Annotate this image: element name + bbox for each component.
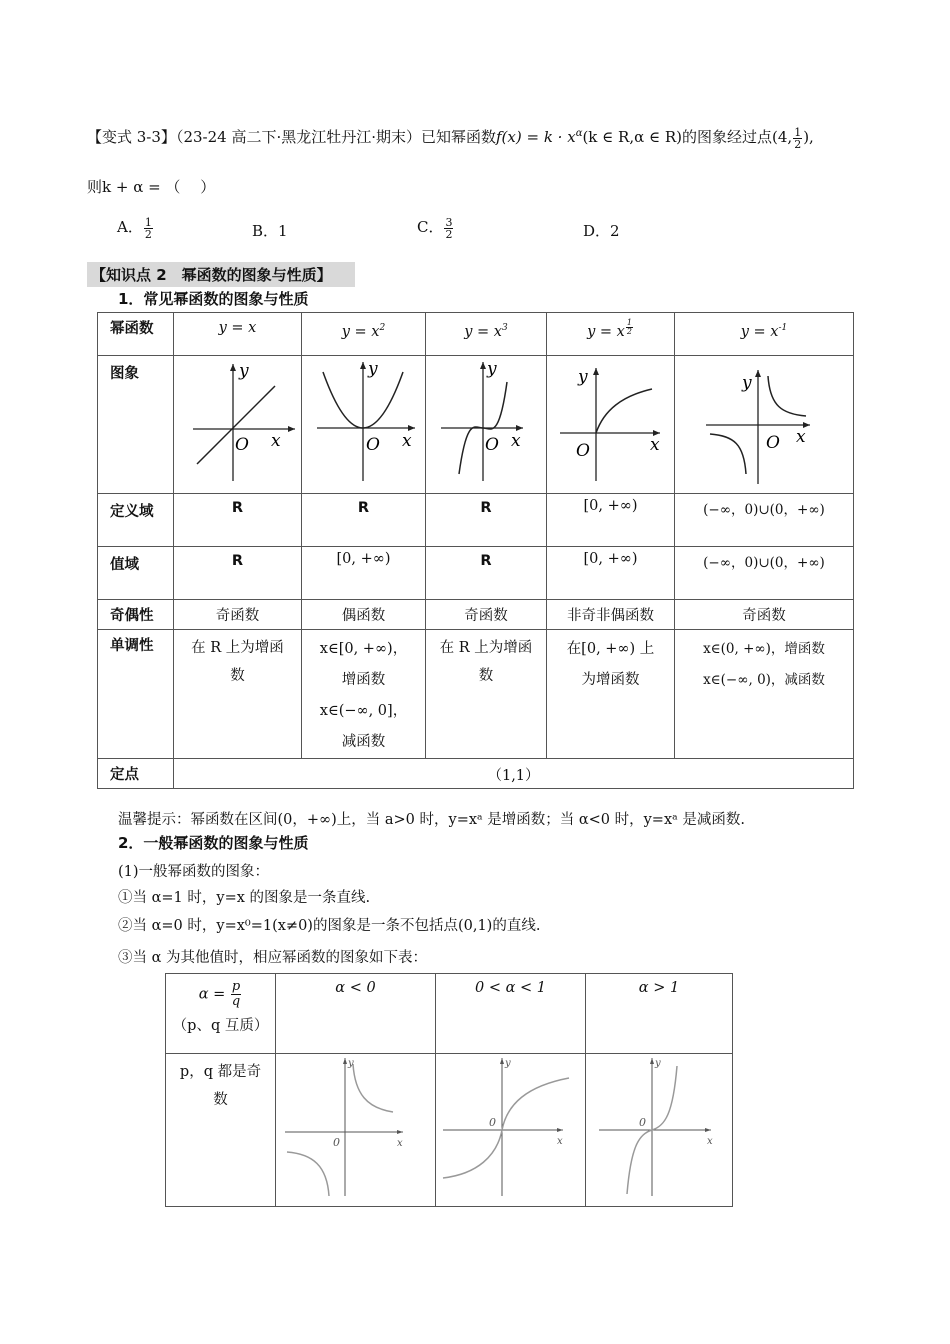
exercise-line-1 — [87, 126, 814, 150]
fixed-point: （1,1） — [174, 759, 854, 789]
subtitle-2: 2．一般幂函数的图象与性质 — [118, 834, 309, 852]
range-1: R — [174, 547, 302, 600]
func-1: y = x — [174, 313, 302, 356]
parity-4: 非奇非偶函数 — [547, 600, 675, 630]
exercise-fraction: $\frac{1}{2}$ — [794, 125, 802, 151]
graph-cell-4 — [547, 356, 675, 494]
svg-text:O: O — [765, 433, 780, 453]
svg-text:x: x — [795, 427, 806, 447]
row-header-fixed: 定点 — [98, 759, 174, 789]
graph-y-eq-x2 — [303, 356, 425, 489]
func-2: $y = x^2$ — [302, 313, 426, 356]
parity-3: 奇函数 — [426, 600, 547, 630]
func-5: $y = x^{-1}$ — [675, 313, 854, 356]
svg-text:y: y — [367, 359, 378, 379]
row-header-func: 幂函数 — [98, 313, 174, 356]
mono-2: x∈[0, +∞)， 增函数 x∈(−∞, 0]， 减函数 — [302, 630, 426, 759]
exercise-cond: (k ∈ R,α ∈ R)的图象经过点(4, — [582, 128, 793, 146]
svg-text:y: y — [238, 361, 249, 381]
knowledge-title: 【知识点 2 幂函数的图象与性质】 — [87, 262, 355, 287]
svg-text:y: y — [654, 1058, 661, 1069]
graph-y-eq-x-inv — [676, 356, 853, 489]
svg-text:0: 0 — [638, 1116, 646, 1129]
svg-text:y: y — [347, 1058, 354, 1069]
range-4: [0, +∞) — [547, 547, 675, 600]
exercise-tag: 【变式 3-3】 — [87, 128, 176, 146]
svg-text:x: x — [510, 431, 521, 451]
svg-text:y: y — [741, 373, 752, 393]
svg-text:x: x — [401, 431, 412, 451]
range-2: [0, +∞) — [302, 547, 426, 600]
graph-cell-2 — [302, 356, 426, 494]
para-4: ③当 α 为其他值时，相应幂函数的图象如下表： — [118, 950, 428, 966]
mono-3: 在 R 上为增函 数 — [426, 630, 547, 759]
exercise-source: （23-24 高二下·黑龙江牡丹江·期末）已知幂函数 — [175, 128, 496, 146]
graph-y-eq-x — [175, 356, 301, 489]
graph-alpha-neg — [277, 1054, 435, 1202]
t2-col-2: 0 < α < 1 — [436, 974, 586, 1054]
svg-text:y: y — [486, 359, 497, 379]
t2-header-alpha: α = $\frac{p}{q}$ （p、q 互质） — [166, 974, 276, 1054]
parity-2: 偶函数 — [302, 600, 426, 630]
domain-5: (−∞，0)∪(0，+∞) — [675, 494, 854, 547]
range-5: (−∞，0)∪(0，+∞) — [675, 547, 854, 600]
graph-cell-1 — [174, 356, 302, 494]
para-1: (1)一般幂函数的图象： — [118, 864, 270, 880]
graph-cell-5 — [675, 356, 854, 494]
t2-graph-1 — [276, 1054, 436, 1207]
svg-text:x: x — [270, 431, 281, 451]
svg-text:O: O — [365, 435, 380, 455]
option-b: B．1 — [252, 222, 288, 240]
svg-text:y: y — [504, 1058, 511, 1069]
graph-alpha-between — [437, 1054, 585, 1202]
subtitle-1: 1．常见幂函数的图象与性质 — [118, 290, 309, 308]
t2-col-1: α < 0 — [276, 974, 436, 1054]
svg-text:O: O — [234, 435, 249, 455]
power-function-table — [97, 312, 854, 789]
parity-1: 奇函数 — [174, 600, 302, 630]
t2-graph-3 — [586, 1054, 733, 1207]
exercise-tail: ), — [803, 128, 814, 146]
row-header-graph: 图象 — [98, 356, 174, 494]
exercise-alpha: α — [575, 128, 583, 139]
general-power-table — [165, 973, 733, 1207]
parity-5: 奇函数 — [675, 600, 854, 630]
mono-1: 在 R 上为增函 数 — [174, 630, 302, 759]
svg-text:x: x — [649, 435, 660, 455]
option-c: C． $\frac{3}{2}$ — [417, 215, 453, 241]
row-header-parity: 奇偶性 — [98, 600, 174, 630]
svg-text:O: O — [484, 435, 499, 455]
t2-row-label: p，q 都是奇 数 — [166, 1054, 276, 1207]
svg-text:O: O — [575, 441, 590, 461]
mono-4: 在[0, +∞) 上 为增函数 — [547, 630, 675, 759]
svg-text:x: x — [706, 1136, 713, 1147]
row-header-domain: 定义域 — [98, 494, 174, 547]
svg-text:x: x — [556, 1136, 563, 1147]
graph-y-eq-x3 — [427, 356, 546, 489]
row-header-range: 值域 — [98, 547, 174, 600]
exercise-line-2: 则k + α = （ ） — [87, 178, 216, 196]
exercise-func: f(x) = k · x — [496, 128, 576, 146]
domain-2: R — [302, 494, 426, 547]
graph-y-eq-x-half — [548, 356, 674, 489]
mono-5: x∈(0, +∞)，增函数 x∈(−∞, 0)，减函数 — [675, 630, 854, 759]
tip-text: 温馨提示：幂函数在区间(0，+∞)上，当 a>0 时，y=xᵃ 是增函数；当 α<0 时，y=xᵃ 是减函数. — [118, 812, 745, 828]
svg-text:y: y — [577, 367, 588, 387]
svg-text:x: x — [396, 1138, 403, 1149]
graph-cell-3 — [426, 356, 547, 494]
option-a: A． $\frac{1}{2}$ — [117, 215, 152, 241]
svg-text:0: 0 — [332, 1136, 340, 1149]
t2-col-3: α > 1 — [586, 974, 733, 1054]
domain-4: [0, +∞) — [547, 494, 675, 547]
svg-text:0: 0 — [488, 1116, 496, 1129]
para-2: ①当 α=1 时，y=x 的图象是一条直线. — [118, 890, 371, 906]
domain-1: R — [174, 494, 302, 547]
func-4: y = x $^{\frac{1}{2}}$ — [547, 313, 675, 356]
func-3: $y = x^3$ — [426, 313, 547, 356]
row-header-mono: 单调性 — [98, 630, 174, 759]
range-3: R — [426, 547, 547, 600]
para-3: ②当 α=0 时，y=x⁰=1(x≠0)的图象是一条不包括点(0,1)的直线. — [118, 918, 541, 934]
option-d: D．2 — [583, 222, 620, 240]
domain-3: R — [426, 494, 547, 547]
graph-alpha-gt1 — [587, 1054, 732, 1202]
t2-graph-2 — [436, 1054, 586, 1207]
